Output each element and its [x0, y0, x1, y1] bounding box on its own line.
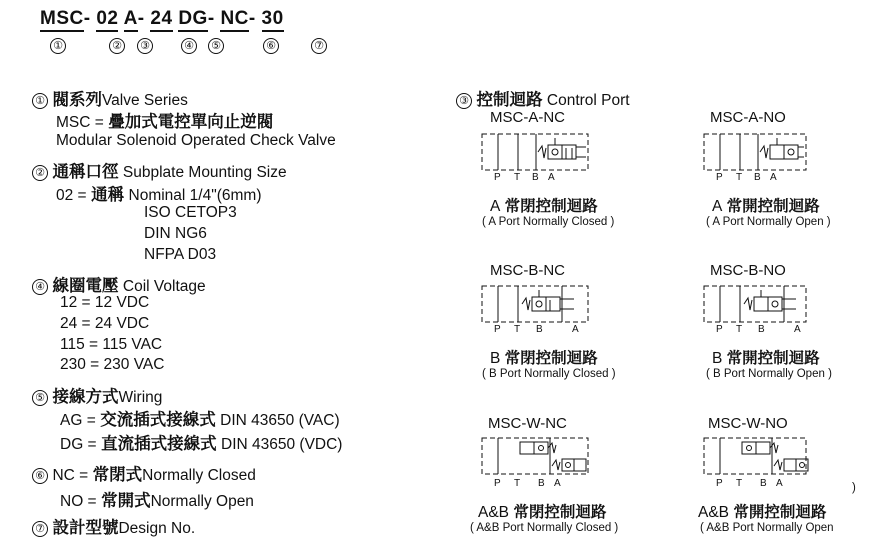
line-cn: 疊加式電控單向止逆閥: [108, 113, 274, 131]
variant-note-b-nc: ( B Port Normally Closed ): [482, 368, 616, 380]
control-heading: [456, 86, 630, 110]
line-cn: 直流插式接線式: [101, 435, 217, 453]
code-seg-normal: NC: [220, 8, 248, 32]
variant-title-w-nc: MSC-W-NC: [488, 415, 567, 432]
caption-prefix: A: [490, 198, 501, 215]
variant-caption-a-nc: [490, 194, 598, 216]
voltage-item-1: 12 = 12 VDC: [60, 294, 150, 311]
num-badge: ①: [32, 93, 48, 109]
code-num-3: ③: [137, 38, 153, 54]
model-code: [40, 8, 284, 30]
port-a: A: [548, 172, 555, 183]
port-b: B: [754, 172, 761, 183]
port-b: B: [758, 324, 765, 335]
valve-series-line1: [56, 108, 273, 132]
line-cn: 交流插式接線式: [100, 411, 216, 429]
variant-title-w-no: MSC-W-NO: [708, 415, 788, 432]
line-en: Nominal 1/4"(6mm): [128, 187, 262, 204]
caption-cn: 常閉控制迴路: [504, 198, 598, 215]
variant-caption-a-no: [712, 194, 820, 216]
code-seg-wiring: DG: [178, 8, 208, 32]
code-seg-design: 30: [262, 8, 284, 32]
port-p: P: [494, 172, 501, 183]
voltage-heading: [32, 272, 206, 296]
line-en: Normally Closed: [142, 467, 256, 484]
num-badge: ⑥: [32, 468, 48, 484]
variant-note-b-no: ( B Port Normally Open ): [706, 368, 832, 380]
port-t: T: [736, 478, 743, 489]
caption-prefix: A&B: [478, 504, 510, 521]
code-sep: -: [83, 8, 91, 29]
size-standard-1: ISO CETOP3: [144, 204, 237, 221]
voltage-item-2: 24 = 24 VDC: [60, 315, 150, 332]
num-badge: ⑤: [32, 390, 48, 406]
normal-item-nc: [32, 461, 256, 485]
num-badge: ④: [32, 279, 48, 295]
code-seg-series: MSC: [40, 8, 84, 32]
voltage-item-3: 115 = 115 VAC: [60, 336, 163, 353]
hydraulic-symbol-w-nc: [482, 438, 592, 488]
variant-title-b-no: MSC-B-NO: [710, 262, 786, 279]
heading-en: Subplate Mounting Size: [122, 164, 287, 181]
variant-note-w-nc: ( A&B Port Normally Closed ): [470, 522, 619, 534]
caption-prefix: B: [712, 350, 723, 367]
port-t: T: [736, 172, 743, 183]
hydraulic-symbol-b-nc: [482, 286, 592, 336]
code-num-6: ⑥: [263, 38, 279, 54]
hydraulic-symbol-a-no: [704, 134, 814, 184]
wiring-heading: [32, 383, 162, 407]
hydraulic-symbol-b-no: [704, 286, 814, 336]
variant-caption-w-nc: [478, 500, 606, 522]
caption-prefix: A&B: [698, 504, 730, 521]
hydraulic-symbol-a-nc: [482, 134, 592, 184]
normal-item-no: [60, 487, 254, 511]
wiring-item-dg: [60, 430, 342, 454]
variant-caption-w-no: [698, 500, 826, 522]
valve-series-heading: [32, 86, 188, 110]
size-heading: [32, 158, 287, 182]
line-en: Normally Open: [150, 493, 254, 510]
code-seg-size: 02: [96, 8, 118, 32]
caption-cn: 常開控制迴路: [733, 504, 827, 521]
num-badge: ③: [456, 93, 472, 109]
line-prefix: AG =: [60, 412, 96, 429]
line-en: DIN 43650 (VDC): [221, 436, 343, 453]
heading-cn: 線圈電壓: [52, 277, 119, 295]
port-p: P: [494, 324, 501, 335]
caption-cn: 常開控制迴路: [726, 350, 820, 367]
heading-cn: 設計型號: [52, 519, 119, 537]
valve-series-line2: Modular Solenoid Operated Check Valve: [56, 132, 336, 149]
caption-cn: 常閉控制迴路: [513, 504, 607, 521]
code-num-2: ②: [109, 38, 125, 54]
line-cn: 常閉式: [92, 466, 143, 484]
port-b: B: [538, 478, 545, 489]
code-sep: -: [248, 8, 256, 29]
line-en: DIN 43650 (VAC): [220, 412, 340, 429]
voltage-item-4: 230 = 230 VAC: [60, 356, 165, 373]
line-cn: 常開式: [101, 492, 151, 510]
port-t: T: [514, 478, 521, 489]
size-standard-2: DIN NG6: [144, 225, 207, 242]
variant-title-a-nc: MSC-A-NC: [490, 109, 565, 126]
code-num-7: ⑦: [311, 38, 327, 54]
variant-caption-b-no: [712, 346, 820, 368]
port-p: P: [716, 172, 723, 183]
variant-title-b-nc: MSC-B-NC: [490, 262, 565, 279]
heading-cn: 控制迴路: [476, 91, 543, 109]
variant-note-w-no: ( A&B Port Normally Open: [700, 522, 834, 534]
hydraulic-symbol-w-no: [704, 438, 814, 488]
num-badge: ⑦: [32, 521, 48, 537]
code-num-4: ④: [181, 38, 197, 54]
code-sep: -: [137, 8, 145, 29]
wiring-item-ag: [60, 406, 340, 430]
heading-en: Wiring: [118, 389, 163, 406]
size-line1: [56, 181, 262, 205]
port-t: T: [736, 324, 743, 335]
port-b: B: [532, 172, 539, 183]
port-a: A: [770, 172, 777, 183]
heading-cn: 通稱口徑: [52, 163, 119, 181]
line-prefix: NO =: [60, 493, 97, 510]
port-p: P: [716, 324, 723, 335]
variant-caption-b-nc: [490, 346, 598, 368]
port-a: A: [554, 478, 561, 489]
caption-prefix: B: [490, 350, 501, 367]
port-t: T: [514, 172, 521, 183]
heading-en: Coil Voltage: [122, 278, 206, 295]
design-heading: [32, 514, 195, 538]
port-b: B: [760, 478, 767, 489]
size-standard-3: NFPA D03: [144, 246, 217, 263]
port-a: A: [572, 324, 579, 335]
code-sep: -: [207, 8, 215, 29]
line-prefix: MSC =: [56, 114, 104, 131]
code-num-1: ①: [50, 38, 66, 54]
code-number-row: [0, 38, 400, 58]
variant-title-a-no: MSC-A-NO: [710, 109, 786, 126]
port-p: P: [494, 478, 501, 489]
heading-cn: 接線方式: [52, 388, 119, 406]
variant-note-a-no: ( A Port Normally Open ): [706, 216, 831, 228]
port-t: T: [514, 324, 521, 335]
code-seg-voltage: 24: [150, 8, 172, 32]
caption-cn: 常開控制迴路: [726, 198, 820, 215]
port-p: P: [716, 478, 723, 489]
line-prefix: DG =: [60, 436, 97, 453]
heading-en: Design No.: [118, 520, 196, 537]
stray-paren: ): [852, 482, 856, 494]
caption-prefix: A: [712, 198, 723, 215]
port-a: A: [794, 324, 801, 335]
heading-en: Control Port: [546, 92, 630, 109]
port-a: A: [776, 478, 783, 489]
variant-note-a-nc: ( A Port Normally Closed ): [482, 216, 615, 228]
code-num-5: ⑤: [208, 38, 224, 54]
code-seg-port: A: [124, 8, 138, 32]
line-prefix: 02 =: [56, 187, 87, 204]
heading-en: Valve Series: [101, 92, 188, 109]
heading-cn: 閥系列: [52, 91, 102, 109]
caption-cn: 常閉控制迴路: [504, 350, 598, 367]
port-b: B: [536, 324, 543, 335]
line-prefix: NC =: [52, 467, 89, 484]
line-cn: 通稱: [91, 186, 125, 204]
num-badge: ②: [32, 165, 48, 181]
